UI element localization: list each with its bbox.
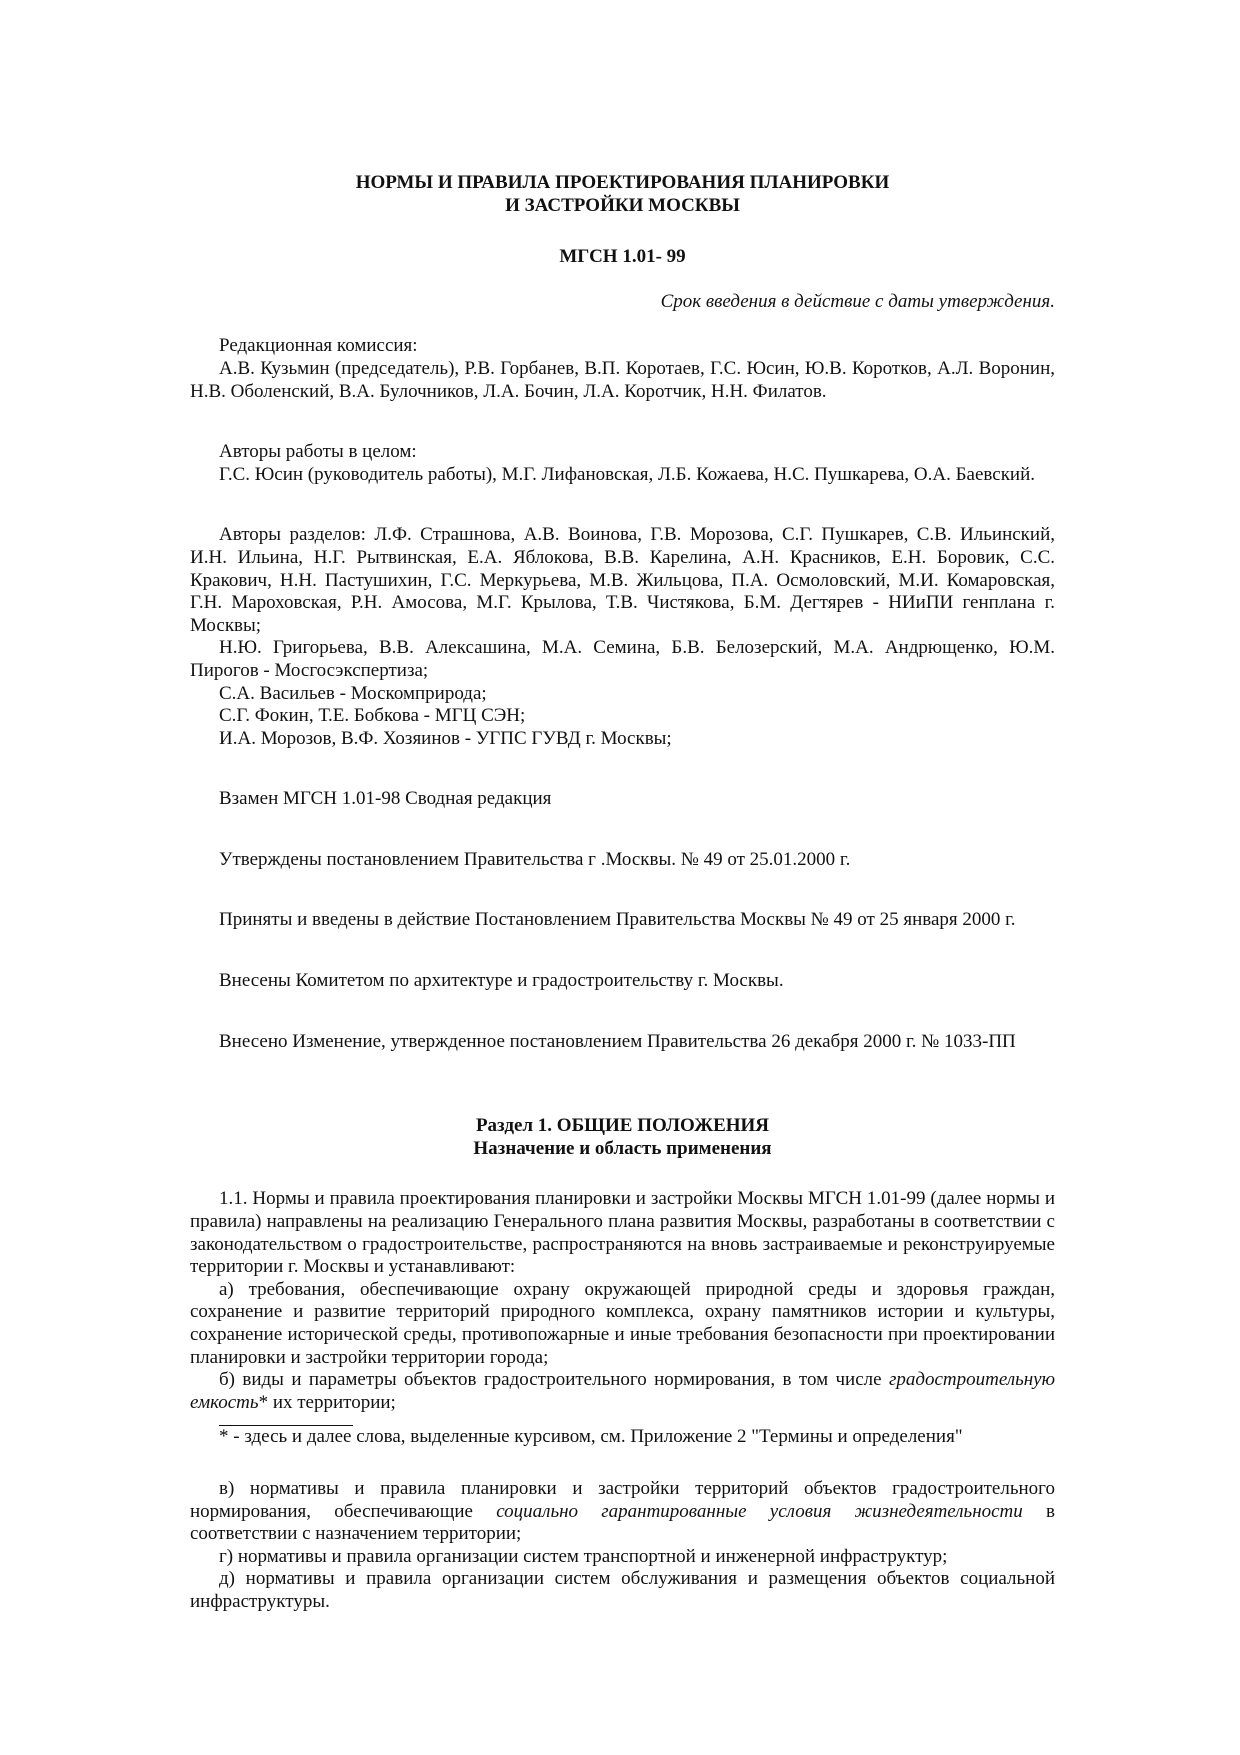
clause-item-v-text: в) нормативы и правила планировки и застройки территорий объектов градостроительного нормирования, обеспечивающие [190,1477,1055,1522]
authors-members: Г.С. Юсин (руководитель работы), М.Г. Лифановская, Л.Б. Кожаева, Н.С. Пушкарева, О.А. Баевский. [219,463,1036,485]
section-1-title: Раздел 1. ОБЩИЕ ПОЛОЖЕНИЯ [475,1115,770,1137]
adopted-note: Приняты и введены в действие Постановлением Правительства Москвы № 49 от 25 января 2000 г. [219,909,1016,931]
effective-term: Срок введения в действие с даты утверждения. [660,290,1055,312]
section-authors-paragraph-3: С.А. Васильев - Москомприрода; [219,682,487,704]
approved-note: Утверждены постановлением Правительства г .Москвы. № 49 от 25.01.2000 г. [219,848,851,870]
clause-item-v-term: социально гарантированные условия жизнедеятельности [496,1500,1023,1522]
section-authors-paragraph-5: И.А. Морозов, В.Ф. Хозяинов - УГПС ГУВД г. Москвы; [219,727,672,749]
authors-heading: Авторы работы в целом: [219,441,417,463]
commission-members: А.В. Кузьмин (председатель), Р.В. Горбанев, В.П. Коротаев, Г.С. Юсин, Ю.В. Коротков, А.Л. Воронин, Н.В. Оболенский, В.А. Булочников, Л.А. Бочин, Л.А. Коротчик, Н.Н. Филатов. [190,357,1055,402]
amendment-note: Внесено Изменение, утвержденное постановлением Правительства 26 декабря 2000 г. № 1033-ПП [219,1030,1016,1052]
introduced-note: Внесены Комитетом по архитектуре и градостроительству г. Москвы. [219,970,784,992]
clause-item-g: г) нормативы и правила организации систем транспортной и инженерной инфраструктур; [219,1545,948,1567]
clause-item-b [190,1369,1055,1414]
clause-item-b-term: градостроительную емкость [190,1369,1056,1413]
clause-item-a: а) требования, обеспечивающие охрану окружающей природной среды и здоровья граждан, сохранение и развитие территорий природного комплекса, охрану памятников истории и культуры, сохранение исторической среды, противопожарные и иные требования безопасности при проектировании планировки и застройки территории города; [190,1278,1055,1368]
clause-item-v-tail: в соответствии с назначением территории; [190,1500,1055,1545]
section-authors-paragraph-4: С.Г. Фокин, Т.Е. Бобкова - МГЦ СЭН; [219,705,526,727]
document-code: МГСН 1.01- 99 [559,246,686,268]
replaces-note: Взамен МГСН 1.01-98 Сводная редакция [219,788,552,810]
clause-item-v [190,1478,1055,1546]
clause-1-1: 1.1. Нормы и правила проектирования планировки и застройки Москвы МГСН 1.01-99 (далее нормы и правила) направлены на реализацию Генерального плана развития Москвы, разработаны в соответствии с законодательством о градостроительстве, распространяются на вновь застраиваемые и реконструируемые территории г. Москвы и устанавливают: [190,1188,1055,1278]
section-1-subtitle: Назначение и область применения [473,1137,772,1159]
footnote: * - здесь и далее слова, выделенные курсивом, см. Приложение 2 "Термины и определения" [219,1426,963,1448]
section-authors-paragraph-1: Авторы разделов: Л.Ф. Страшнова, А.В. Воинова, Г.В. Морозова, С.Г. Пушкарев, С.В. Ильинский, И.Н. Ильина, Н.Г. Рытвинская, Е.А. Яблокова, В.В. Карелина, А.Н. Красников, Е.Н. Боровик, С.С. Кракович, Н.Н. Пастушихин, Г.С. Меркурьева, М.В. Жильцова, П.А. Осмоловский, М.И. Комаровская, Г.Н. Мароховская, Р.Н. Амосова, М.Г. Крылова, Т.В. Чистякова, Б.М. Дегтярев - НИиПИ генплана г. Москвы; [190,524,1055,636]
title-line-1: НОРМЫ И ПРАВИЛА ПРОЕКТИРОВАНИЯ ПЛАНИРОВКИ [355,172,890,193]
document-title [190,172,1055,217]
section-1-heading [190,1115,1055,1160]
document-page [190,172,1055,1614]
title-line-2: И ЗАСТРОЙКИ МОСКВЫ [505,194,740,216]
clause-item-d: д) нормативы и правила организации систем обслуживания и размещения объектов социальной инфраструктуры. [190,1568,1055,1612]
section-authors-paragraph-2: Н.Ю. Григорьева, В.В. Алексашина, М.А. Семина, Б.В. Белозерский, М.А. Андрющенко, Ю.М. Пирогов - Мосгосэкспертиза; [190,637,1055,681]
commission-heading: Редакционная комиссия: [219,335,418,357]
clause-item-b-tail: * их территории; [258,1391,396,1413]
clause-item-b-text: б) виды и параметры объектов градостроительного нормирования, в том числе [219,1369,882,1391]
